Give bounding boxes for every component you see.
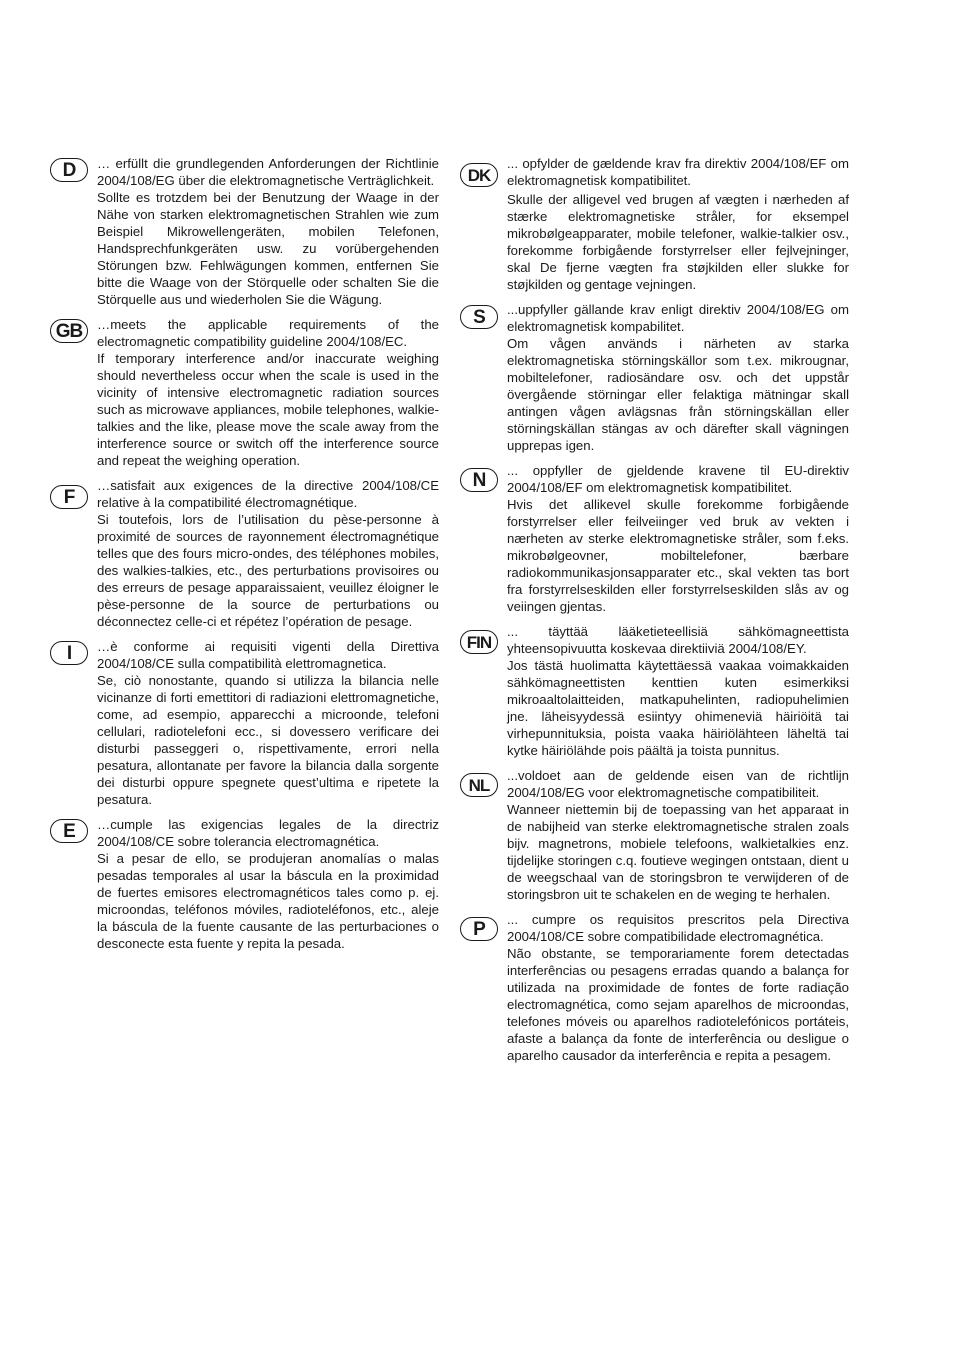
section-fin — [460, 623, 849, 759]
section-f — [50, 477, 439, 630]
section-lead: …è conforme ai requisiti vigenti della Direttiva 2004/108/CE sulla compatibilità elettromagnetica. — [97, 639, 439, 671]
section-lead: ... oppfyller de gjeldende kravene til EU-direktiv 2004/108/EF om elektromagnetisk kompatibilitet. — [507, 463, 849, 495]
section-p — [460, 911, 849, 1064]
language-badge-de: D — [50, 158, 88, 182]
section-lead: ... opfylder de gældende krav fra direktiv 2004/108/EF om elektromagnetisk kompatibilitet. — [507, 156, 849, 188]
section-lead: …satisfait aux exigences de la directive 2004/108/CE relative à la compatibilité électromagnétique. — [97, 478, 439, 510]
section-body: Jos tästä huolimatta käytettäessä vaakaa voimakkaiden sähkömagneettisten kenttien kuten esimerkiksi mikroaaltolaitteiden, matkapuhelinten, radiopuhelimien jne. läheisyydessä esiintyy ohimeneviä häiriöitä tai virhepunnituksia, poista vaaka häiriölähteen läheltä tai kytke häiriölähde pois päältä ja toista punnitus. — [507, 658, 849, 758]
right-column — [460, 155, 849, 1073]
language-badge-fin: FIN — [460, 630, 498, 654]
section-body: Si toutefois, lors de l’utilisation du pèse-personne à proximité de sources de rayonnement électromagnétique telles que des fours micro-ondes, des téléphones mobiles, des walkies-talkies, etc., des perturbations provisoires ou des erreurs de pesage apparaissaient, veuillez éloigner le pèse-personne de la source de perturbations ou déconnectez celle-ci et répétez l’opération de pesage. — [97, 512, 439, 629]
section-body: Wanneer niettemin bij de toepassing van het apparaat in de nabijheid van sterke elektromagnetische stralen zoals bijv. magnetrons, mobiele telefoons, walkietalkies enz. tijdelijke storingen c.q. foutieve wegingen ontstaan, dient u de weegschaal van de storingsbron te verwijderen of de storingsbron uit te schakelen en de weging te herhalen. — [507, 802, 849, 902]
section-lead: ... täyttää lääketieteellisiä sähkömagneettista yhteensopivuutta koskevaa direktiiviä 2004/108/EY. — [507, 624, 849, 656]
language-badge-e: E — [50, 819, 88, 843]
section-s — [460, 301, 849, 454]
section-body: Skulle der alligevel ved brugen af vægten i nærheden af stærke elektromagnetiske stråler, for eksempel mikrobølgeapparater, mobile telefoner, walkie-talkier osv., forekomme forbigående forstyrrelser eller fejlvejninger, skal De fjerne vægten fra støjkilden eller slukke for støjkilden og gentage vejningen. — [507, 192, 849, 292]
section-body: Sollte es trotzdem bei der Benutzung der Waage in der Nähe von starken elektromagnetischen Strahlen wie zum Beispiel Mikrowellengeräten, mobilen Telefonen, Handsprechfunkgeräten usw. zu vorübergehenden Störungen bzw. Fehlwägungen kommen, entfernen Sie bitte die Waage von der Störquelle oder schalten Sie die Störquelle aus und wiederholen Sie die Wägung. — [97, 190, 439, 307]
section-lead: …meets the applicable requirements of the electromagnetic compatibility guideline 2004/108/EC. — [97, 317, 439, 349]
language-badge-dk: DK — [460, 163, 498, 187]
section-gb — [50, 316, 439, 469]
section-lead: … erfüllt die grundlegenden Anforderungen der Richtlinie 2004/108/EG über die elektromagnetische Verträglichkeit. — [97, 156, 439, 188]
language-badge-p: P — [460, 917, 498, 941]
section-e — [50, 816, 439, 952]
language-badge-i: I — [50, 641, 88, 665]
section-body: Se, ciò nonostante, quando si utilizza la bilancia nelle vicinanze di forti emettitori di radiazioni elettromagnetiche, come, ad esempio, apparecchi a microonde, telefoni cellulari, radiotelefoni ecc., si dovessero verificare dei disturbi passeggeri o, rispettivamente, errori nella pesatura, allontanate per favore la bilancia dalla sorgente dei disturbi oppure spegnete quest’ultima e ripetete la pesatura. — [97, 673, 439, 807]
language-badge-nl: NL — [460, 773, 498, 797]
language-badge-f: F — [50, 485, 88, 509]
section-lead: ...uppfyller gällande krav enligt direktiv 2004/108/EG om elektromagnetisk kompabilitet. — [507, 302, 849, 334]
section-de — [50, 155, 439, 308]
language-badge-n: N — [460, 468, 498, 492]
section-body: Om vågen används i närheten av starka elektromagnetiska störningskällor som t.ex. mikrougnar, mobiltelefoner, radiosändare osv. och det uppstår övergående störningar eller felaktiga mätningar skall antingen vågen avlägsnas från störningskällan eller störningskällan stängas av och därefter skall vägningen upprepas igen. — [507, 336, 849, 453]
section-body: If temporary interference and/or inaccurate weighing should nevertheless occur when the scale is used in the vicinity of intensive electromagnetic radiation sources such as microwave appliances, mobile telephones, walkie-talkies and the like, please move the scale away from the interference source or switch off the interference source and repeat the weighing operation. — [97, 351, 439, 468]
section-lead: ...voldoet aan de geldende eisen van de richtlijn 2004/108/EG voor elektromagnetische compatibiliteit. — [507, 768, 849, 800]
section-body: Hvis det allikevel skulle forekomme forbigående forstyrrelser eller feilveiinger ved bruk av vekten i nærheten av sterke elektromagnetiske stråler, som f.eks. mikrobølgeovner, mobiltelefoner, bærbare radiokommunikasjonsapparater etc., skal vekten tas bort fra forstyrrelseskilden eller forstyrrelseskilden slås av og veiingen gjentas. — [507, 497, 849, 614]
language-badge-s: S — [460, 305, 498, 329]
left-column — [50, 155, 439, 961]
language-badge-gb: GB — [50, 319, 88, 343]
section-lead: …cumple las exigencias legales de la directriz 2004/108/CE sobre tolerancia electromagnética. — [97, 817, 439, 849]
section-nl — [460, 767, 849, 903]
section-body: Não obstante, se temporariamente forem detectadas interferências ou pesagens erradas quando a balança for utilizada na proximidade de fontes de forte radiação electromagnética, como sejam aparelhos de microondas, telefones móveis ou aparelhos radiotelefónicos portáteis, afaste a balança da fonte de interferência ou desligue o aparelho causador da interferência e repita a pesagem. — [507, 946, 849, 1063]
section-dk — [460, 155, 849, 293]
section-lead: ... cumpre os requisitos prescritos pela Directiva 2004/108/CE sobre compatibilidade electromagnética. — [507, 912, 849, 944]
section-i — [50, 638, 439, 808]
section-body: Si a pesar de ello, se produjeran anomalías o malas pesadas temporales al usar la báscula en la proximidad de fuertes emisores electromagnéticos tales como p. ej. microondas, teléfonos móviles, radioteléfonos, etc., aleje la báscula de la fuente causante de las perturbaciones o desconecte esta fuente y repita la pesada. — [97, 851, 439, 951]
section-n — [460, 462, 849, 615]
